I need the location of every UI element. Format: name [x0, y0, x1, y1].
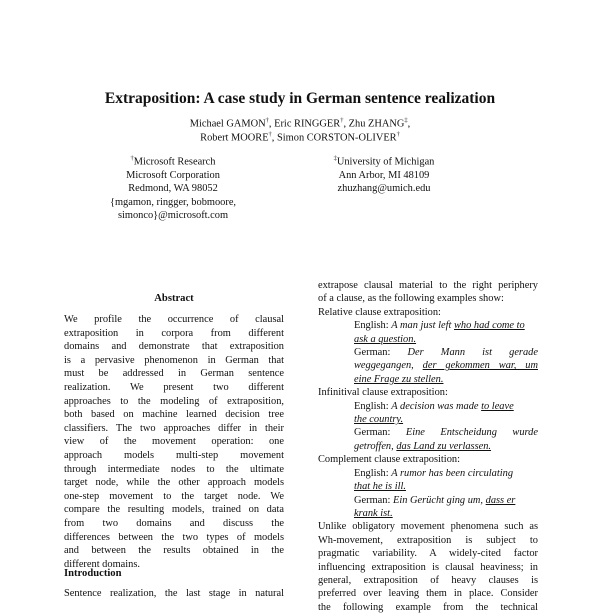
extraposed-text: krank ist. [354, 507, 393, 519]
example-line [318, 400, 538, 413]
example-line [318, 480, 538, 493]
example-text: A decision was made [391, 400, 479, 412]
extraposed-text: eine Frage zu stellen. [354, 373, 444, 385]
example-heading: Complement clause extraposition: [318, 454, 460, 466]
extraposed-text: der gekommen war, um [422, 360, 538, 372]
abstract-line: both based on machine learned decision tree [64, 409, 284, 421]
language-label: English: [354, 320, 389, 332]
body-line: of a clause, as the following examples show: [318, 293, 504, 305]
author-name: Eric RINGGER [274, 118, 341, 130]
example-text: Ein Gerücht ging um, [392, 494, 484, 506]
abstract-line: from two domains and discuss the [64, 517, 284, 529]
language-label: English: [354, 400, 389, 412]
example-line [318, 440, 538, 453]
separator: , [271, 132, 277, 144]
author-name: Zhu ZHANG [348, 118, 405, 130]
abstract-line: domains and demonstrate that extraposition [64, 341, 284, 353]
abstract-line: view of the movement operation: one [64, 436, 284, 448]
author-name: Michael GAMON [189, 118, 266, 130]
affiliation-line: Microsoft Corporation [126, 169, 220, 181]
extraposed-text: ask a question. [354, 333, 417, 345]
affiliation-mark: ‡ [333, 155, 337, 162]
body-line: extrapose clausal material to the right periphery [318, 280, 538, 291]
example-text: weggegangen, [354, 360, 414, 372]
extraposed-text: the country. [354, 414, 404, 426]
separator: , [407, 118, 411, 130]
abstract-line: target node, while the other approach models [64, 477, 284, 489]
language-label: English: [354, 467, 389, 479]
language-label: German: [354, 427, 391, 439]
abstract-line: through intermediate nodes to the ultimate [64, 463, 284, 475]
language-label: German: [354, 347, 391, 359]
introduction-first-line: Sentence realization, the last stage in natural [64, 588, 284, 599]
example-line [318, 426, 538, 439]
affiliation-mark: † [396, 131, 400, 138]
example-line [318, 359, 538, 372]
affiliation-mark: † [265, 117, 269, 124]
separator: , [343, 118, 349, 130]
abstract-body [64, 313, 284, 571]
extraposed-text: to leave [481, 400, 514, 412]
body-line: preferred over leaving them in place. Consider [318, 588, 538, 600]
example-text: A rumor has been circulating [391, 467, 514, 479]
abstract-line: approach models multi-step movement [64, 449, 284, 461]
affiliation-email: zhuzhang@umich.edu [337, 183, 431, 195]
example-line [318, 467, 538, 480]
abstract-line: must be addressed in German sentence [64, 368, 284, 380]
body-line: the following example from the technical [318, 601, 538, 613]
example-text: getroffen, [354, 440, 394, 452]
introduction-heading: Introduction [64, 568, 122, 579]
abstract-heading: Abstract [154, 293, 194, 304]
example-line [318, 507, 538, 520]
example-heading: Infinitival clause extraposition: [318, 387, 448, 399]
extraposed-text: das Land zu verlassen. [396, 440, 492, 452]
example-text: A man just left [391, 320, 452, 332]
abstract-line: one-step movement to the target node. We [64, 490, 284, 502]
body-line: influencing extraposition is clausal heaviness; in [318, 561, 538, 573]
extraposed-text: dass er [485, 494, 516, 506]
example-line [318, 319, 538, 332]
extraposed-text: that he is ill. [354, 481, 406, 493]
abstract-line: compare the resulting models, trained on data [64, 504, 284, 516]
example-line [318, 346, 538, 359]
affiliation-line: Redmond, WA 98052 [128, 183, 218, 195]
affiliation-email: {mgamon, ringger, bobmoore, [109, 196, 237, 208]
example-line [318, 413, 538, 426]
abstract-line: is a pervasive phenomenon in German that [64, 354, 284, 366]
affiliation-line: Ann Arbor, MI 48109 [338, 169, 430, 181]
affiliation-line: Microsoft Research [133, 156, 216, 168]
right-column [318, 279, 538, 614]
abstract-line: differences between the two types of models [64, 531, 284, 543]
abstract-line: and between the results obtained in the [64, 545, 284, 557]
extraposed-text: who had come to [454, 320, 525, 332]
example-text: Eine Entscheidung wurde [405, 427, 538, 439]
example-line [318, 494, 538, 507]
affiliation-mark: † [130, 155, 134, 162]
abstract-line: classifiers. The two approaches differ in their [64, 422, 284, 434]
affiliation-mark: † [340, 117, 344, 124]
paper-title: Extraposition: A case study in German sentence realization [104, 90, 496, 107]
body-line: pragmatic variability. A widely-cited factor [318, 548, 538, 560]
example-heading: Relative clause extraposition: [318, 306, 441, 318]
example-line [318, 373, 538, 386]
body-line: Unlike obligatory movement phenomena such as [318, 521, 538, 533]
body-line: general, extraposition of heavy clauses is [318, 574, 538, 586]
abstract-line: approaches to the modeling of extraposition, [64, 395, 284, 407]
author-name: Simon CORSTON-OLIVER [277, 132, 397, 144]
affiliation-umich [298, 152, 470, 196]
language-label: German: [354, 494, 391, 506]
affiliation-microsoft [68, 152, 278, 223]
affiliation-mark: † [268, 131, 272, 138]
abstract-line: We profile the occurrence of clausal [64, 314, 284, 325]
separator: , [268, 118, 275, 130]
author-line-2 [0, 128, 600, 145]
abstract-line: extraposition in corpora from different [64, 327, 284, 339]
affiliation-line: University of Michigan [336, 156, 435, 168]
example-text: Der Mann ist gerade [407, 347, 538, 359]
affiliation-mark: ‡ [404, 117, 408, 124]
abstract-line: different domains. [64, 558, 140, 570]
affiliation-email: simonco}@microsoft.com [117, 210, 229, 222]
body-line: Wh-movement, extraposition is subject to [318, 534, 538, 546]
abstract-line: realization. We present two different [64, 381, 284, 393]
author-name: Robert MOORE [200, 132, 269, 144]
example-line [318, 333, 538, 346]
